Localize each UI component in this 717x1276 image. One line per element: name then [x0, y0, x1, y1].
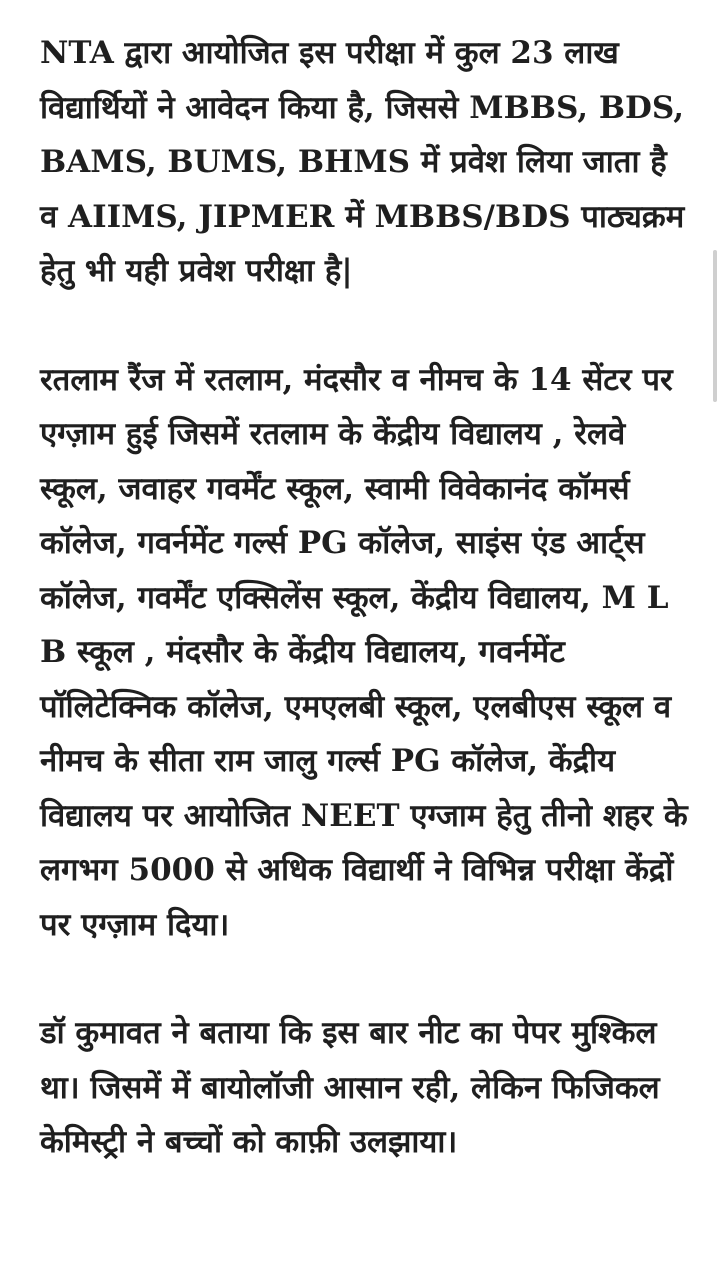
scrollbar[interactable] [713, 250, 717, 402]
paragraph-ratlam-range-centers: रतलाम रैंज में रतलाम, मंदसौर व नीमच के 14 सेंटर पर एग्ज़ाम हुई जिसमें रतलाम के केंद्रीय विद्यालय , रेलवे स्कूल, जवाहर गवर्मेंट स्कूल, स्वामी विवेकानंद कॉमर्स कॉलेज, गवर्नमेंट गर्ल्स PG कॉलेज, साइंस एंड आर्ट्स कॉलेज, गवर्मेंट एक्सिलेंस स्कूल, केंद्रीय विद्यालय, M L B स्कूल , मंदसौर के केंद्रीय विद्यालय, गवर्नमेंट पॉलिटेक्निक कॉलेज, एमएलबी स्कूल, एलबीएस स्कूल व नीमच के सीता राम जालु गर्ल्स PG कॉलेज, केंद्रीय विद्यालय पर आयोजित NEET एग्जाम हेतु तीनो शहर के लगभग 5000 से अधिक विद्यार्थी ने विभिन्न परीक्षा केंद्रों पर एग्ज़ाम दिया। [40, 361, 688, 943]
article-body [40, 26, 690, 1224]
paragraph-dr-kumawat-statement: डॉ कुमावत ने बताया कि इस बार नीट का पेपर मुश्किल था। जिसमें में बायोलॉजी आसान रही, लेकिन फिजिकल केमिस्ट्री ने बच्चों को काफ़ी उलझाया। [40, 1015, 660, 1160]
paragraph-nta-exam: NTA द्वारा आयोजित इस परीक्षा में कुल 23 लाख विद्यार्थियों ने आवेदन किया है, जिससे MBBS, BDS, BAMS, BUMS, BHMS में प्रवेश लिया जाता है व AIIMS, JIPMER में MBBS/BDS पाठ्यक्रम हेतु भी यही प्रवेश परीक्षा है| [40, 35, 685, 289]
